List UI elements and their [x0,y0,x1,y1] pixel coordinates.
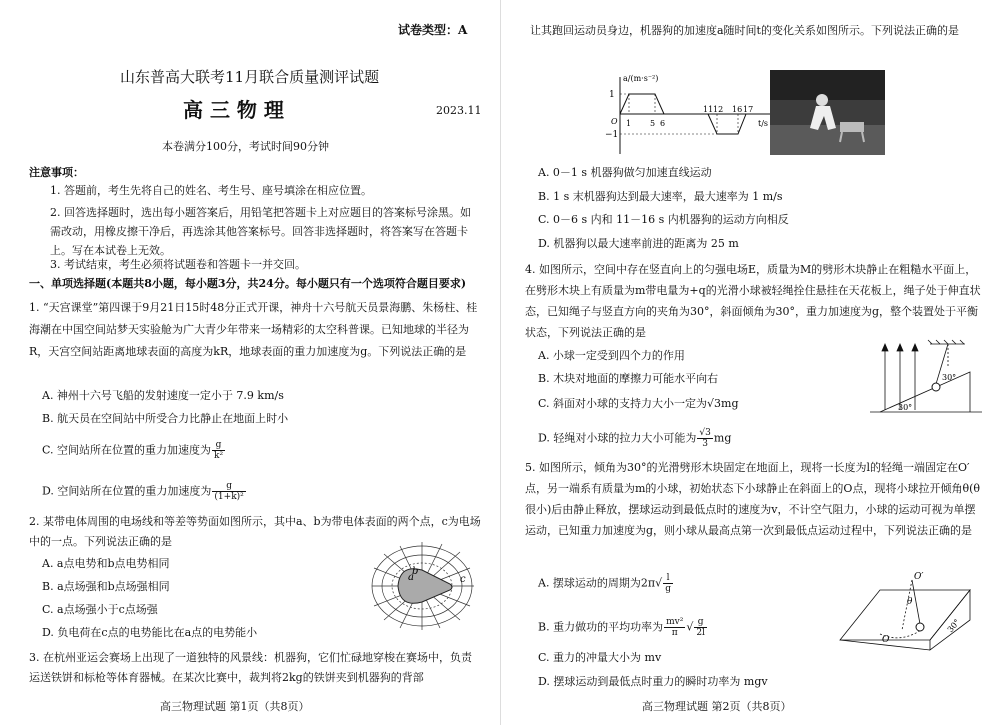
q5-label-angle: 30° [945,617,962,635]
robot-dog-photo [770,70,885,155]
q4-stem: 4. 如图所示，空间中存在竖直向上的匀强电场E，质量为M的劈形木块静止在粗糙水平面上，在劈形木块上有质量为m带电量为+q的光滑小球被轻绳拴住悬挂在天花板上，绳子处于伸直状态，已知绳子与竖直方向的夹角为30°，斜面倾角为30°，重力加速度为g，整个装置处于平衡状态，下列说法正确的是 [525,263,981,339]
q5-option-a: A. 摆球运动的周期为2π√ $\frac{l}{g}$ [538,573,671,594]
q2-label-a: a [408,572,414,583]
q3-at-graph [605,72,775,157]
q3-graph-tick-5: 5 [650,119,656,128]
q2-stem: 2. 某带电体周围的电场线和等差等势面如图所示，其中a、b为带电体表面的两个点，c为电场中的一点。下列说法正确的是 [29,515,481,548]
q4-option-c: C. 斜面对小球的支持力大小一定为√3mg [538,397,739,410]
score-info: 本卷满分100分，考试时间90分钟 [162,140,329,153]
q5-pendulum-figure [840,570,980,655]
q4-wedge-figure [870,342,985,417]
q5-stem: 5. 如图所示，倾角为30°的光滑劈形木块固定在地面上，现将一长度为l的轻绳一端固定在O′点，另一端系有质量为m的小球，初始状态下小球静止在斜面上的O点，现将小球拉开倾角θ(θ很小)后由静止释放，摆球运动到最低点时的速度为v，不计空气阻力，小球的运动可视为单摆运动，已知重力加速度为g，则小球从最高点第一次到最低点运动过程中，下列说法正确的是 [525,461,980,537]
q5-label-o-prime: O′ [914,572,924,582]
q3-graph-tick-16: 16 [732,105,743,114]
q4-option-a: A. 小球一定受到四个力的作用 [538,349,685,362]
q3-option-a: A. 0－1 s 机器狗做匀加速直线运动 [538,166,712,179]
q3-graph-tick-12: 12 [713,105,724,114]
q2-option-d: D. 负电荷在c点的电势能比在a点的电势能小 [42,626,258,639]
q2-label-b: b [412,566,419,577]
q1-stem: 1. “天宫课堂”第四课于9月21日15时48分正式开课，神舟十六号航天员景海鹏、朱杨柱、桂海潮在中国空间站梦天实验舱为广大青少年带来一场精彩的太空科普课。已知地球的半径为R，天宫空间站距离地球表面的高度为kR，地球表面的重力加速度为g。下列说法正确的是 [29,301,478,358]
q5-label-theta: θ [907,597,913,607]
q3-graph-xlabel: t/s [758,119,769,128]
note-3: 3. 考试结束，考生必须将试题卷和答题卡一并交回。 [50,258,306,271]
q3-option-b: B. 1 s 末机器狗达到最大速率，最大速率为 1 m/s [538,190,783,203]
notes-title: 注意事项： [29,166,84,179]
page-divider [500,0,501,725]
footer-right: 高三物理试题 第2页（共8页） [642,700,792,713]
subject-title: 高 三 物 理 [183,98,284,122]
q3-graph-tick-11: 11 [703,105,714,114]
q2-label-c: c [460,574,466,585]
q2-option-c: C. a点场强小于c点场强 [42,603,158,616]
q1-option-d: D. 空间站所在位置的重力加速度为 $\frac{g}{\text{(1+k)²}}$ [42,481,244,502]
q2-option-a: A. a点电势和b点电势相同 [42,557,170,570]
footer-left: 高三物理试题 第1页（共8页） [160,700,310,713]
q1-option-c: C. 空间站所在位置的重力加速度为 $\frac{g}{\text{k²}}$ [42,440,224,461]
q3-graph-tick-1: 1 [626,119,632,128]
paper-type: 试卷类型：A [398,23,468,37]
q3-graph-y-pos: 1 [609,90,615,100]
q4-angle-slope: 30° [898,403,913,412]
electric-field-figure [370,540,490,635]
q5-option-b: B. 重力做功的平均功率为 $\frac{\text{mv²}}{\pi}$ √ $\frac{g}{2l}$ [538,617,705,638]
exam-title: 山东普高大联考11月联合质量测评试题 [120,68,380,86]
section1-title: 一、单项选择题(本题共8小题，每小题3分，共24分。每小题只有一个选项符合题目要求) [29,277,467,290]
q3-graph-ylabel: a/(m·s⁻²) [623,74,659,83]
q3-graph-origin: O [611,117,618,126]
q2-option-b: B. a点场强和b点场强相同 [42,580,170,593]
q3-stem: 3. 在杭州亚运会赛场上出现了一道独特的风景线：机器狗，它们忙碌地穿梭在赛场中，负责运送铁饼和标枪等体育器械。在某次比赛中，裁判将2kg的铁饼夹到机器狗的背部 [29,651,472,684]
q3-graph-tick-17: 17 [743,105,754,114]
note-1: 1. 答题前，考生先将自己的姓名、考生号、座号填涂在相应位置。 [50,184,372,197]
q1-option-a: A. 神州十六号飞船的发射速度一定小于 7.9 km/s [42,389,284,402]
q1-option-b: B. 航天员在空间站中所受合力比静止在地面上时小 [42,412,289,425]
q5-label-o: O [882,635,890,645]
q5-option-d: D. 摆球运动到最低点时重力的瞬时功率为 mgv [538,675,768,688]
q5-option-c: C. 重力的冲量大小为 mv [538,651,662,664]
note-2: 2. 回答选择题时，选出每小题答案后，用铅笔把答题卡上对应题目的答案标号涂黑。如需改动，用橡皮擦干净后，再选涂其他答案标号。回答非选择题时，将答案写在答题卡上。写在本试卷上无效。 [50,206,471,257]
q3-stem-cont: 让其跑回运动员身边，机器狗的加速度a随时间t的变化关系如图所示。下列说法正确的是 [530,24,959,37]
q4-option-b: B. 木块对地面的摩擦力可能水平向右 [538,372,719,385]
q3-option-d: D. 机器狗以最大速率前进的距离为 25 m [538,237,739,250]
q4-angle-rope: 30° [942,373,957,382]
q3-graph-y-neg: −1 [605,130,619,140]
exam-date: 2023.11 [436,104,482,117]
q4-option-d: D. 轻绳对小球的拉力大小可能为 $\frac{√3}{3}$ mg [538,428,732,449]
q3-graph-tick-6: 6 [660,119,666,128]
q3-option-c: C. 0－6 s 内和 11－16 s 内机器狗的运动方向相反 [538,213,789,226]
